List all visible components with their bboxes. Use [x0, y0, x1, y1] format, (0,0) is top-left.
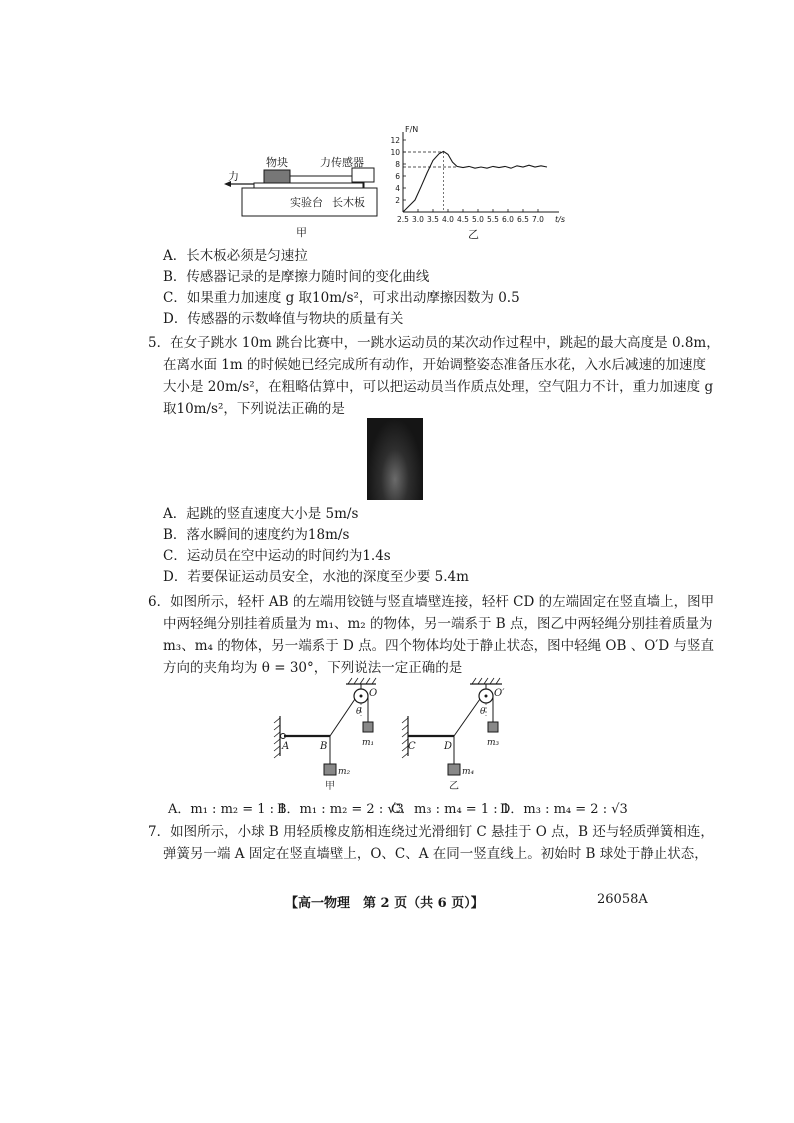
x-tick-label: 6.0: [502, 215, 514, 224]
q5-option-c: C．运动员在空中运动的时间约为1.4s: [163, 548, 391, 564]
rod-hinge-figure-jia: [268, 676, 398, 791]
q5-option-d: D．若要保证运动员安全，水池的深度至少要 5.4m: [163, 569, 469, 585]
y-tick-label: 6: [395, 172, 400, 181]
force-sensor-shape: [352, 168, 374, 182]
force-time-chart: [385, 125, 565, 241]
svg-text:θ: θ: [480, 707, 486, 717]
diver-photo: [367, 418, 423, 500]
caption-yi: 乙: [468, 228, 479, 241]
y-tick-label: 4: [395, 184, 400, 193]
x-tick-label: 2.5: [397, 215, 409, 224]
x-tick-label: 4.5: [457, 215, 469, 224]
y-tick-label: 2: [395, 196, 400, 205]
svg-text:O: O: [369, 688, 378, 699]
svg-text:m₄: m₄: [462, 767, 475, 777]
q6-option-b: B．m₁ : m₂ = 2 : √3: [277, 802, 404, 817]
force-label: 力: [228, 170, 239, 183]
q5-option-b: B．落水瞬间的速度约为18m/s: [163, 527, 350, 543]
q5-stem-line-1: 5．在女子跳水 10m 跳台比赛中，一跳水运动员的某次动作过程中，跳起的最大高度是 0.8m，: [148, 335, 720, 351]
q4-option-a: A．长木板必须是匀速拉: [163, 248, 308, 264]
q6-option-a: A．m₁ : m₂ = 1 : 1: [168, 802, 287, 817]
q6-stem-line-1: 6．如图所示，轻杆 AB 的左端用铰链与竖直墙壁连接，轻杆 CD 的左端固定在竖直墙上，图甲: [148, 594, 715, 610]
svg-text:m₂: m₂: [338, 767, 351, 777]
q6-stem-line-2: 中两轻绳分别挂着质量为 m₁、m₂ 的物体，另一端系于 B 点，图乙中两轻绳分别挂着质量为: [163, 616, 713, 632]
q5-stem-line-2: 在离水面 1m 的时候她已经完成所有动作，开始调整姿态准备压水花，入水后减速的加速度: [163, 357, 706, 373]
y-tick-label: 12: [390, 136, 400, 145]
caption-jia: 甲: [296, 226, 307, 239]
q5-stem-line-4: 取10m/s²，下列说法正确的是: [163, 401, 345, 417]
q6-option-d: D．m₃ : m₄ = 2 : √3: [500, 802, 628, 817]
q4-option-c: C．如果重力加速度 g 取10m/s²，可求出动摩擦因数为 0.5: [163, 290, 520, 306]
page-footer: 【高一物理 第 2 页（共 6 页）】: [285, 896, 484, 911]
q4-option-b: B．传感器记录的是摩擦力随时间的变化曲线: [163, 269, 430, 285]
svg-text:C: C: [408, 741, 416, 752]
y-tick-label: 8: [395, 160, 400, 169]
svg-text:D: D: [444, 741, 453, 752]
q5-stem-line-3: 大小是 20m/s²，在粗略估算中，可以把运动员当作质点处理，空气阻力不计，重力加速度 g: [163, 379, 714, 395]
y-tick-label: 10: [390, 148, 400, 157]
svg-text:m₁: m₁: [362, 738, 375, 748]
q6-stem-line-3: m₃、m₄ 的物体，另一端系于 D 点。四个物体均处于静止状态，图中轻绳 OB 、O′D 与竖直: [163, 638, 714, 654]
force-curve: [403, 151, 547, 212]
svg-text:甲: 甲: [325, 781, 335, 792]
x-tick-label: 6.5: [517, 215, 529, 224]
svg-text:A: A: [282, 741, 290, 752]
x-tick-label: 3.0: [412, 215, 424, 224]
q7-stem-line-2: 弹簧另一端 A 固定在竖直墙壁上，O、C、A 在同一竖直线上。初始时 B 球处于静止状态，: [163, 846, 708, 862]
block-shape: [264, 170, 290, 183]
table-label: 实验台: [290, 196, 323, 209]
x-tick-label: 3.5: [427, 215, 439, 224]
y-axis-label: F/N: [405, 125, 419, 134]
svg-text:B: B: [320, 741, 328, 752]
x-tick-label: 5.5: [487, 215, 499, 224]
rod-fixed-figure-yi: [398, 676, 528, 791]
q6-stem-line-4: 方向的夹角均为 θ = 30°，下列说法一定正确的是: [163, 660, 463, 676]
svg-text:θ: θ: [356, 707, 362, 717]
x-tick-label: 5.0: [472, 215, 484, 224]
sensor-label: 力传感器: [320, 156, 364, 169]
svg-text:乙: 乙: [449, 781, 459, 792]
q6-option-c: C．m₃ : m₄ = 1 : 1: [391, 802, 511, 817]
q5-option-a: A．起跳的竖直速度大小是 5m/s: [163, 506, 359, 522]
q7-stem-line-1: 7．如图所示，小球 B 用轻质橡皮筋相连绕过光滑细钉 C 悬挂于 O 点，B 还与轻质弹簧相连，: [148, 824, 714, 840]
x-tick-label: 4.0: [442, 215, 454, 224]
friction-apparatus-figure: [224, 150, 394, 240]
block-label: 物块: [266, 156, 288, 169]
paper-code: 26058A: [597, 892, 648, 907]
svg-text:O′: O′: [494, 688, 505, 699]
q4-option-d: D．传感器的示数峰值与物块的质量有关: [163, 311, 404, 327]
board-label: 长木板: [332, 196, 365, 209]
x-axis-label: t/s: [555, 215, 565, 224]
svg-text:m₃: m₃: [487, 738, 500, 748]
x-tick-label: 7.0: [532, 215, 544, 224]
